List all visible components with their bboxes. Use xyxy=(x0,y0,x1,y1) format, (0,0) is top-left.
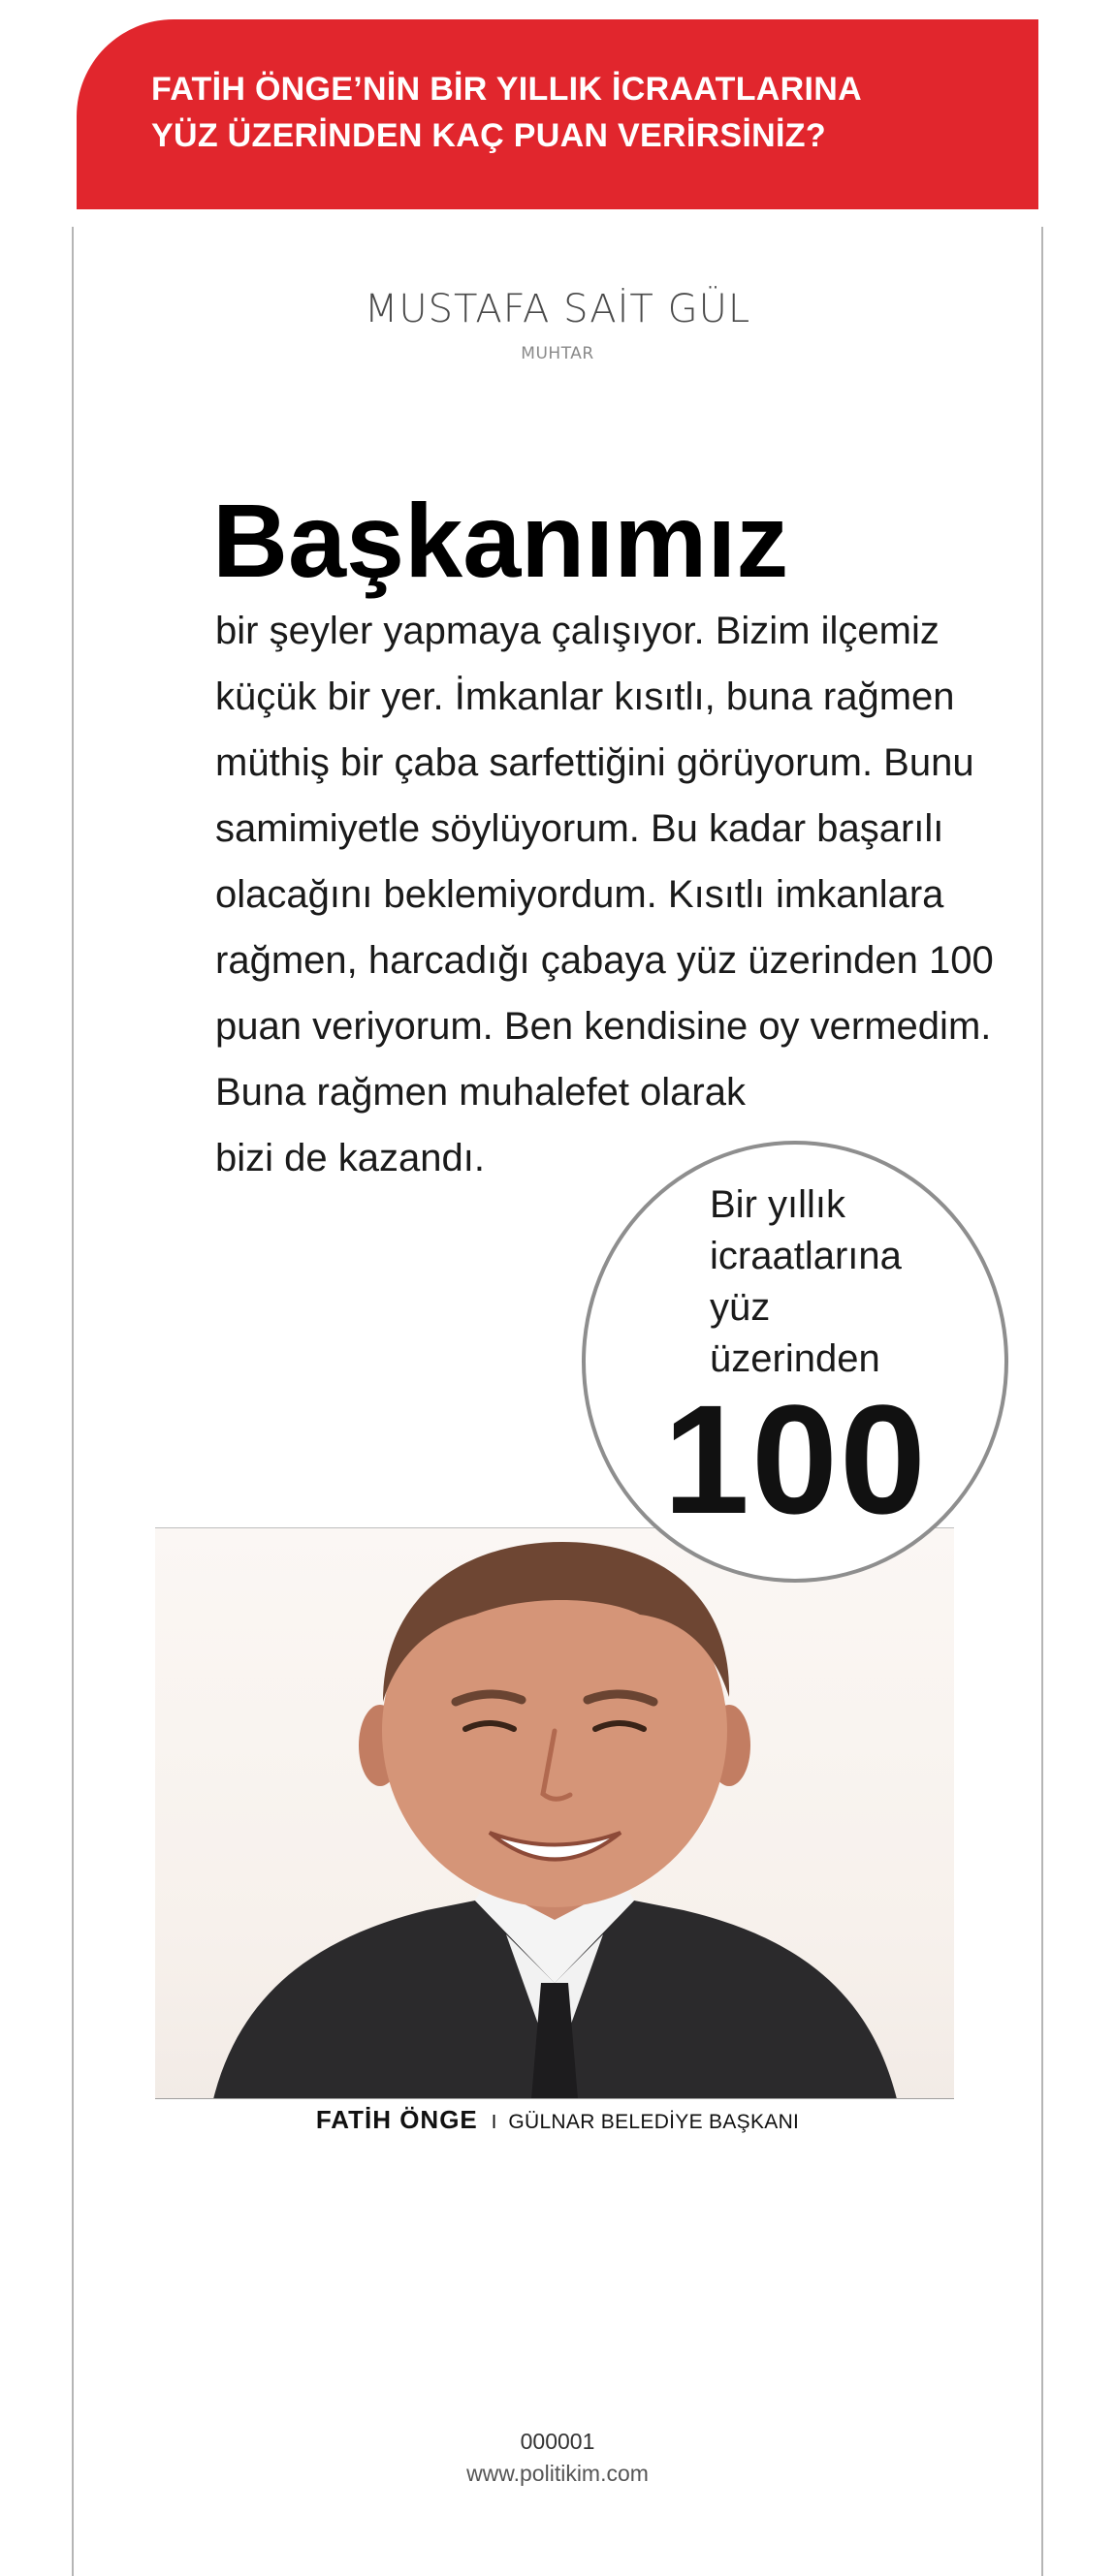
quote-line: müthiş bir çaba sarfettiğini görüyorum. Bunu xyxy=(215,741,974,784)
quote-headline: Başkanımız xyxy=(212,482,789,599)
quote-line: samimiyetle söylüyorum. Bu kadar başarılı xyxy=(215,807,944,850)
score-label-line: icraatlarına xyxy=(710,1235,902,1277)
caption-separator: I xyxy=(491,2112,497,2133)
photo-caption xyxy=(0,2105,1115,2135)
header-banner xyxy=(77,19,1038,209)
quote-line: bizi de kazandı. xyxy=(215,1137,485,1179)
score-label-line: Bir yıllık xyxy=(710,1183,845,1226)
quote-line: Buna rağmen muhalefet olarak xyxy=(215,1071,746,1114)
score-badge xyxy=(582,1141,1008,1583)
footer-id: 000001 xyxy=(520,2429,595,2454)
banner-question-line-2: YÜZ ÜZERİNDEN KAÇ PUAN VERİRSİNİZ? xyxy=(151,117,826,154)
quote-line: rağmen, harcadığı çabaya yüz üzerinden 100 xyxy=(215,939,994,982)
score-label-line: üzerinden xyxy=(710,1337,880,1380)
score-label xyxy=(710,1179,1001,1385)
mayor-portrait-photo xyxy=(155,1527,954,2099)
frame-left-border xyxy=(72,227,74,2576)
banner-question-line-1: FATİH ÖNGE’NİN BİR YILLIK İCRAATLARINA xyxy=(151,71,862,108)
caption-person-name: FATİH ÖNGE xyxy=(315,2105,478,2134)
author-name: MUSTAFA SAİT GÜL xyxy=(364,287,751,331)
footer-website-link[interactable]: www.politikim.com xyxy=(466,2461,649,2486)
quote-line: küçük bir yer. İmkanlar kısıtlı, buna rağmen xyxy=(215,675,955,718)
caption-person-title: GÜLNAR BELEDİYE BAŞKANI xyxy=(508,2111,800,2133)
photo-bottom-rule xyxy=(155,2098,954,2099)
score-label-line: yüz xyxy=(710,1286,771,1329)
author-role: MUHTAR xyxy=(521,344,594,363)
frame-right-border xyxy=(1041,227,1043,2576)
quote-line: bir şeyler yapmaya çalışıyor. Bizim ilçemiz xyxy=(215,610,940,652)
quote-body xyxy=(215,598,1039,1191)
quote-line: puan veriyorum. Ben kendisine oy vermedim. xyxy=(215,1005,992,1048)
score-value: 100 xyxy=(663,1372,928,1546)
portrait-illustration xyxy=(155,1527,954,2099)
quote-line: olacağını beklemiyordum. Kısıtlı imkanlara xyxy=(215,873,944,916)
